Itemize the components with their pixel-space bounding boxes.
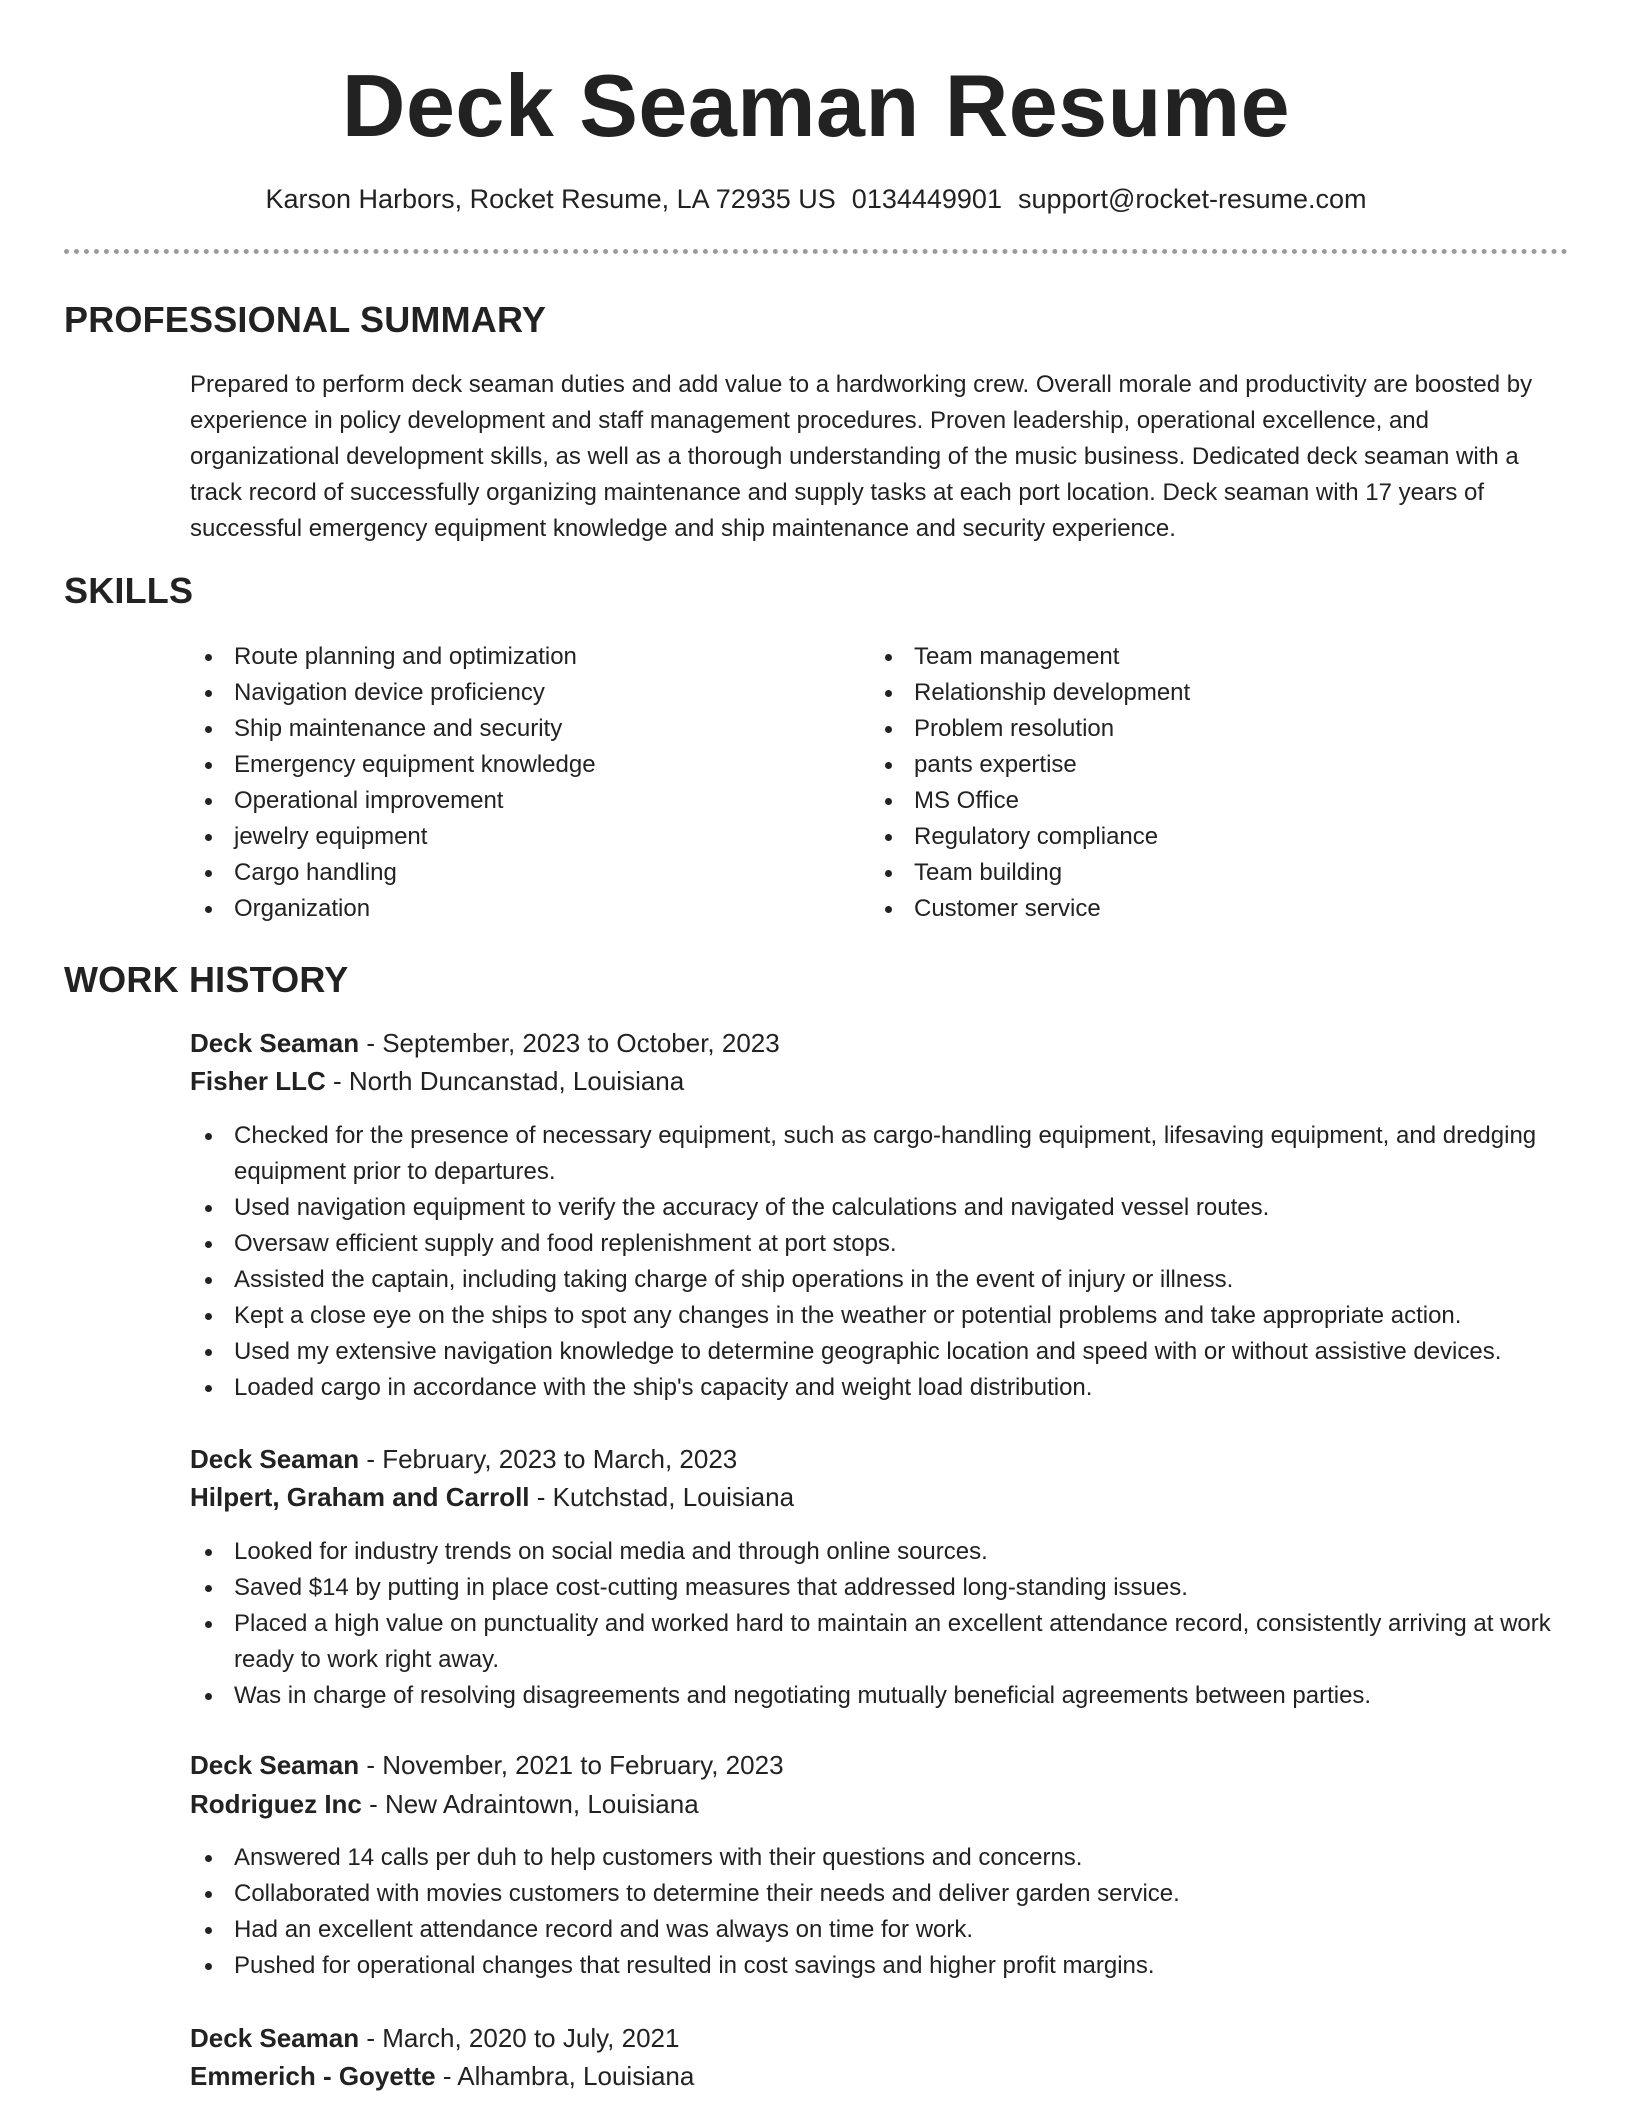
job-bullet-list bbox=[190, 1534, 1570, 1714]
job-bullet: Checked for the presence of necessary equipment, such as cargo-handling equipment, lifesaving equipment, and dredging equipment prior to departures. bbox=[190, 1118, 1570, 1190]
job-bullet: Collaborated with movies customers to determine their needs and deliver garden service. bbox=[190, 1876, 1570, 1912]
summary-heading: PROFESSIONAL SUMMARY bbox=[64, 299, 547, 340]
job-title-line bbox=[190, 1442, 1570, 1476]
job-bullet: Used my extensive navigation knowledge to determine geographic location and speed with or without assistive devices. bbox=[190, 1334, 1570, 1370]
job-bullet: Saved $14 by putting in place cost-cutting measures that addressed long-standing issues. bbox=[190, 1570, 1570, 1606]
job-dates: - November, 2021 to February, 2023 bbox=[359, 1750, 784, 1780]
job-bullet: Placed a high value on punctuality and worked hard to maintain an excellent attendance record, consistently arriving at work ready to work right away. bbox=[190, 1606, 1570, 1678]
job-company: Hilpert, Graham and Carroll bbox=[190, 1482, 530, 1512]
job-company-line bbox=[190, 1064, 1570, 1098]
job-location: - Kutchstad, Louisiana bbox=[529, 1482, 795, 1512]
job-bullet: Used navigation equipment to verify the accuracy of the calculations and navigated vessel routes. bbox=[190, 1190, 1570, 1226]
skills-heading: SKILLS bbox=[64, 570, 194, 611]
header-divider bbox=[64, 249, 1568, 254]
skill-item: Navigation device proficiency bbox=[190, 675, 830, 711]
contact-email: support@rocket-resume.com bbox=[1017, 184, 1367, 214]
skill-item: Emergency equipment knowledge bbox=[190, 747, 830, 783]
job-location: - North Duncanstad, Louisiana bbox=[325, 1066, 685, 1096]
job-company-line bbox=[190, 2059, 1570, 2093]
job-dates: - September, 2023 to October, 2023 bbox=[359, 1028, 780, 1058]
job-location: - Alhambra, Louisiana bbox=[435, 2061, 695, 2091]
contact-address: Karson Harbors, Rocket Resume, LA 72935 US bbox=[265, 184, 836, 214]
job-company-line bbox=[190, 1480, 1570, 1514]
job-title: Deck Seaman bbox=[190, 1444, 360, 1474]
job-bullet: Answered 14 calls per duh to help customers with their questions and concerns. bbox=[190, 1840, 1570, 1876]
job-bullet: Kept a close eye on the ships to spot any changes in the weather or potential problems and take appropriate action. bbox=[190, 1298, 1570, 1334]
skill-item: Regulatory compliance bbox=[870, 819, 1550, 855]
skill-item: Route planning and optimization bbox=[190, 639, 830, 675]
job-title: Deck Seaman bbox=[190, 2023, 360, 2053]
job-bullet-list bbox=[190, 1840, 1570, 1984]
skill-item: pants expertise bbox=[870, 747, 1550, 783]
job-bullet: Oversaw efficient supply and food replenishment at port stops. bbox=[190, 1226, 1570, 1262]
job-title-line bbox=[190, 1026, 1570, 1060]
job-dates: - February, 2023 to March, 2023 bbox=[359, 1444, 738, 1474]
skill-item: jewelry equipment bbox=[190, 819, 830, 855]
job-bullet-list bbox=[190, 1118, 1570, 1406]
work-history-heading: WORK HISTORY bbox=[64, 959, 349, 1000]
skill-item: Organization bbox=[190, 891, 830, 927]
job-title: Deck Seaman bbox=[190, 1028, 360, 1058]
skill-item: Ship maintenance and security bbox=[190, 711, 830, 747]
job-bullet: Had an excellent attendance record and was always on time for work. bbox=[190, 1912, 1570, 1948]
skill-item: MS Office bbox=[870, 783, 1550, 819]
job-title-line bbox=[190, 2021, 1570, 2055]
job-bullet: Loaded cargo in accordance with the ship's capacity and weight load distribution. bbox=[190, 1370, 1570, 1406]
resume-title: Deck Seaman Resume bbox=[341, 56, 1291, 155]
job-location: - New Adraintown, Louisiana bbox=[361, 1789, 699, 1819]
skill-item: Relationship development bbox=[870, 675, 1550, 711]
job-company: Emmerich - Goyette bbox=[190, 2061, 436, 2091]
job-company: Fisher LLC bbox=[190, 1066, 326, 1096]
job-bullet: Assisted the captain, including taking charge of ship operations in the event of injury or illness. bbox=[190, 1262, 1570, 1298]
contact-line bbox=[0, 182, 1632, 216]
skill-item: Team building bbox=[870, 855, 1550, 891]
job-company: Rodriguez Inc bbox=[190, 1789, 362, 1819]
skill-item: Problem resolution bbox=[870, 711, 1550, 747]
job-title: Deck Seaman bbox=[190, 1750, 360, 1780]
skills-column-right bbox=[870, 639, 1550, 927]
skill-item: Customer service bbox=[870, 891, 1550, 927]
skills-column-left bbox=[190, 639, 830, 927]
skill-item: Team management bbox=[870, 639, 1550, 675]
job-title-line bbox=[190, 1748, 1570, 1782]
job-dates: - March, 2020 to July, 2021 bbox=[359, 2023, 680, 2053]
skill-item: Cargo handling bbox=[190, 855, 830, 891]
job-bullet: Pushed for operational changes that resulted in cost savings and higher profit margins. bbox=[190, 1948, 1570, 1984]
skill-item: Operational improvement bbox=[190, 783, 830, 819]
summary-text: Prepared to perform deck seaman duties and add value to a hardworking crew. Overall morale and productivity are boosted by experience in policy development and staff management procedures. Proven leadership, operational excellence, and organizational development skills, as well as a thorough understanding of the music business. Dedicated deck seaman with a track record of successfully organizing maintenance and supply tasks at each port location. Deck seaman with 17 years of successful emergency equipment knowledge and ship maintenance and security experience. bbox=[190, 371, 1533, 542]
contact-phone: 0134449901 bbox=[851, 184, 1002, 214]
job-company-line bbox=[190, 1787, 1570, 1821]
job-bullet: Was in charge of resolving disagreements and negotiating mutually beneficial agreements between parties. bbox=[190, 1678, 1570, 1714]
job-bullet: Looked for industry trends on social media and through online sources. bbox=[190, 1534, 1570, 1570]
